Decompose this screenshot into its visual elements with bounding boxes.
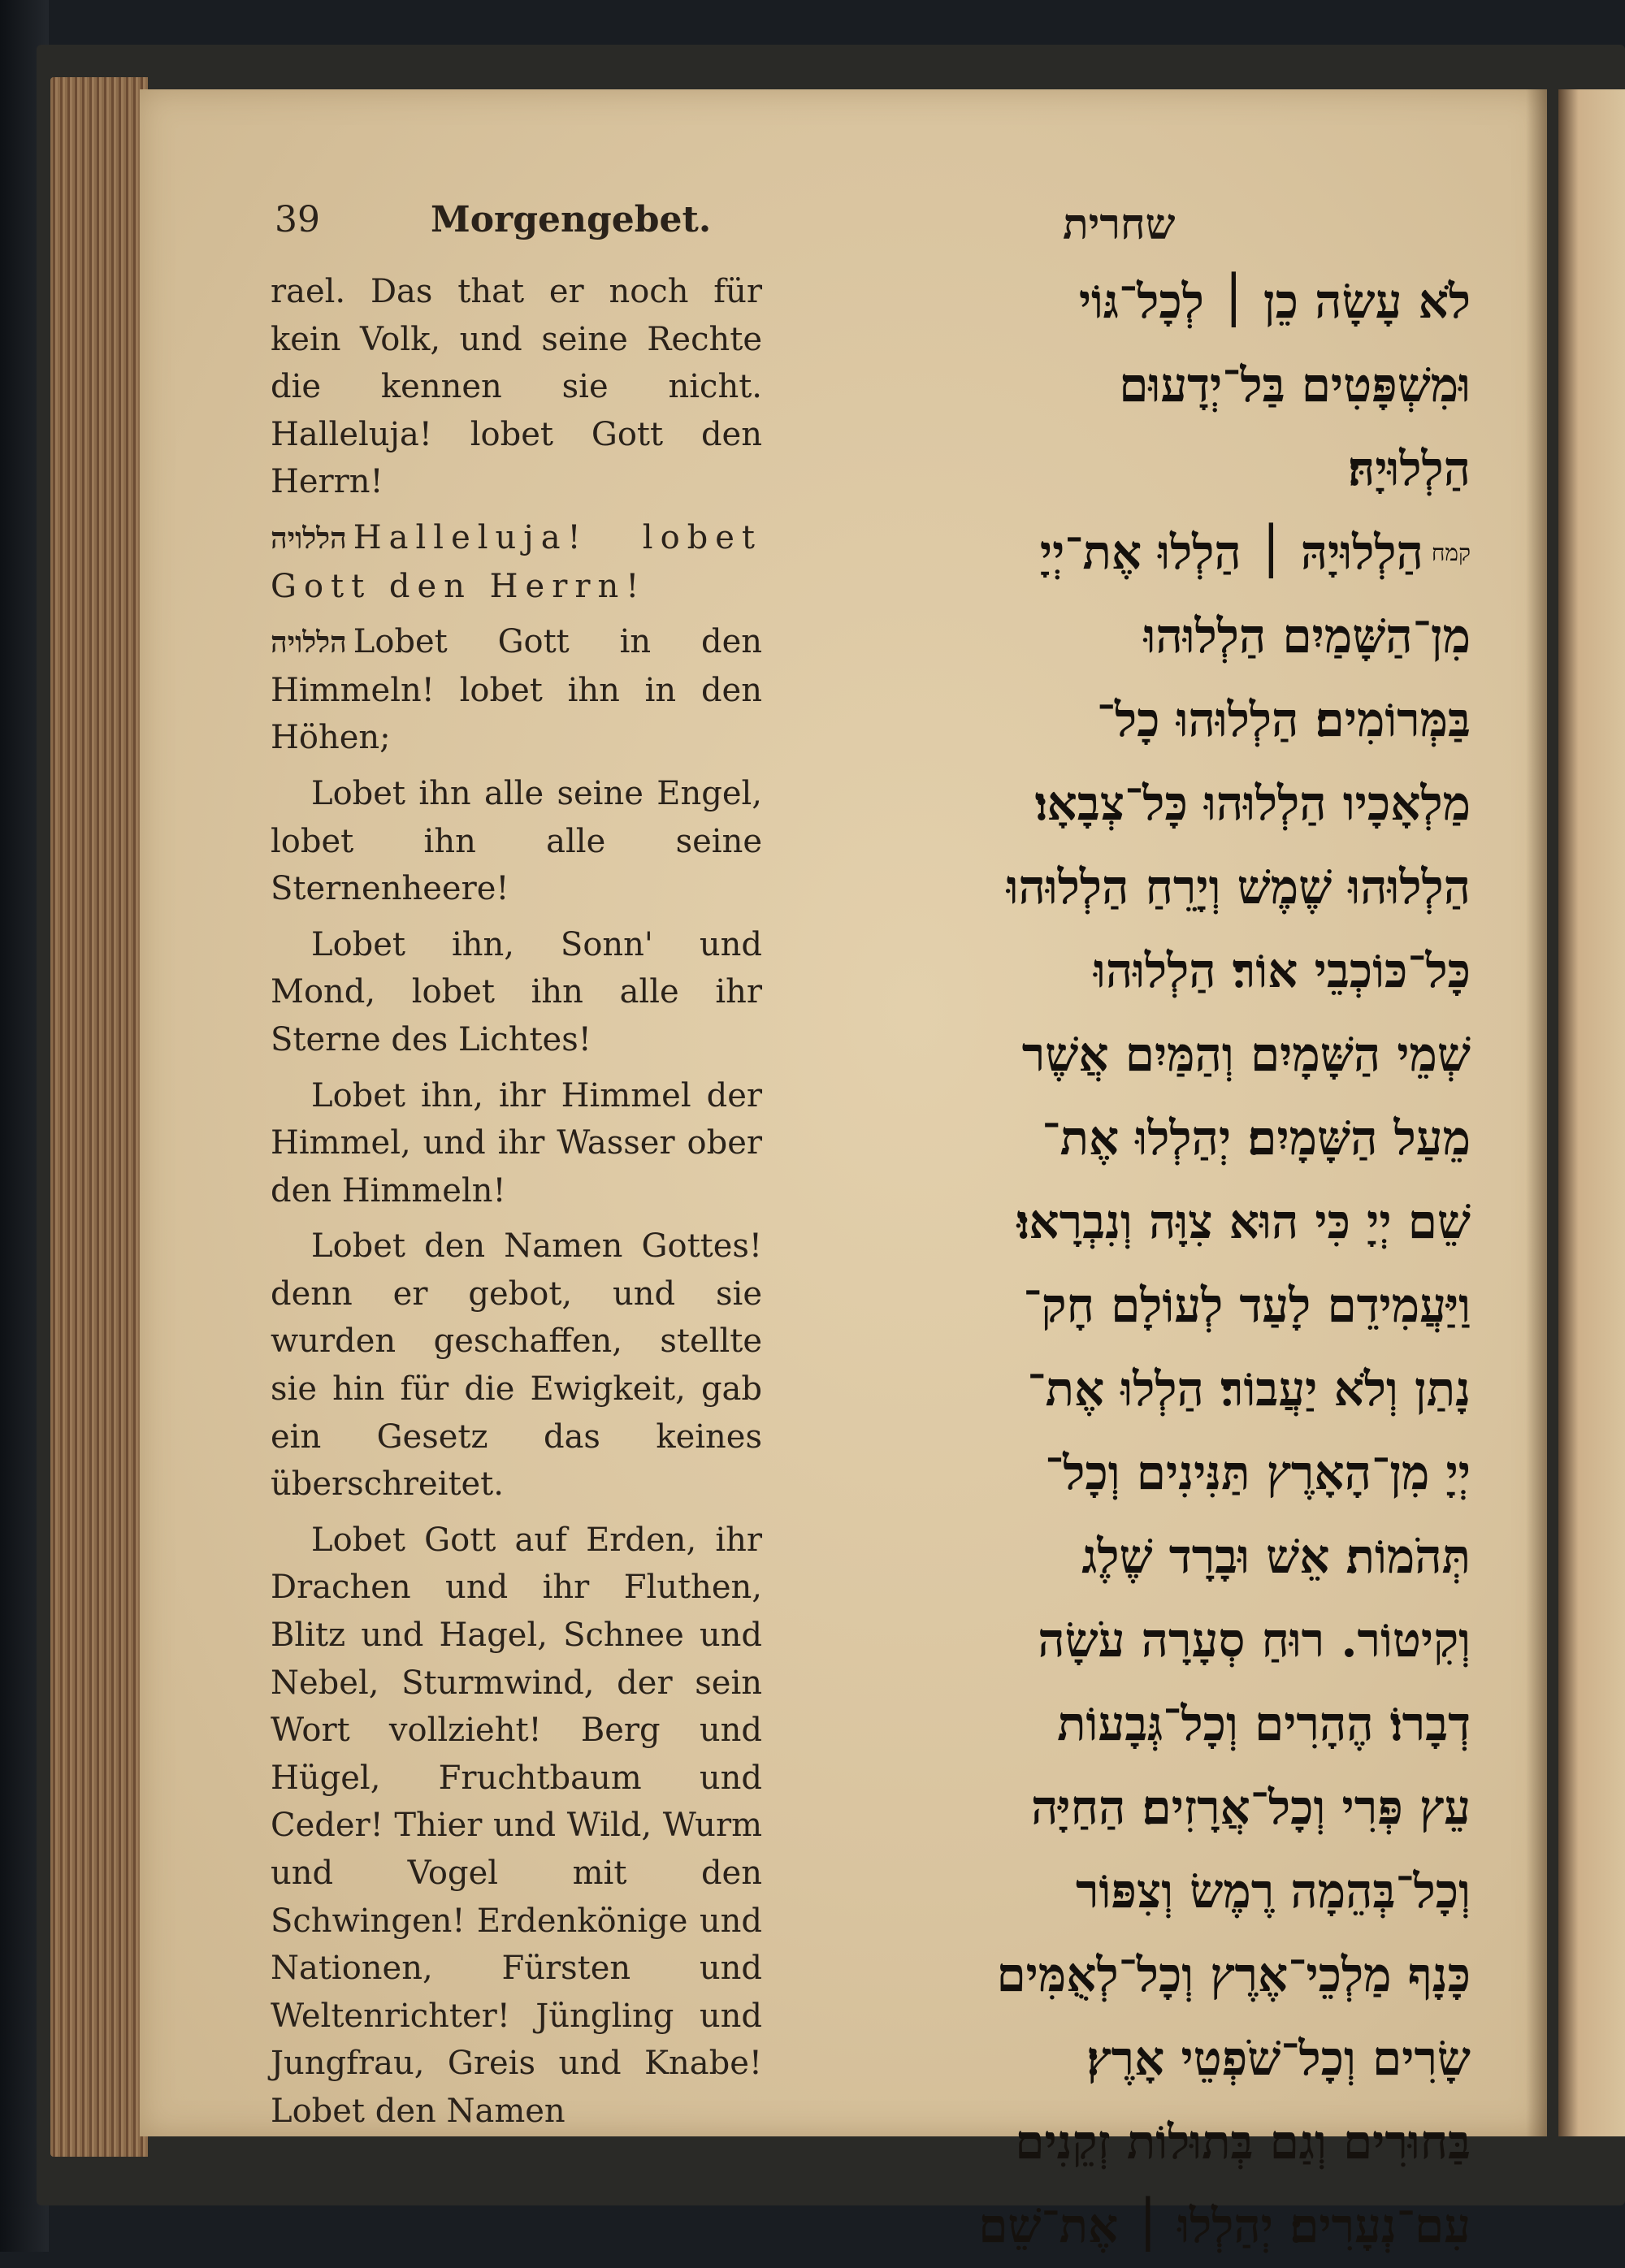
german-paragraph-halleluja <box>271 514 762 610</box>
facing-page-edge <box>1558 89 1625 2136</box>
hebrew-line: דְבָרוֹ׃ הֶהָרִים וְכָל־גְּבָעוֹת <box>1057 1696 1471 1751</box>
hebrew-line: שְׁמֵי הַשָּׁמָיִם וְהַמַּיִם אֲשֶׁר <box>1021 1027 1471 1082</box>
hebrew-line-text: הַלְלוּיָהּ ׀ הַלְלוּ אֶת־יְיָ <box>1039 525 1424 580</box>
german-paragraph: Lobet den Namen Gottes! denn er gebot, und sie wurden geschaffen, stellte sie hin für die Ewigkeit, gab ein Gesetz das keines überschreitet. <box>271 1227 762 1504</box>
hebrew-line: יְיָ מִן־הָאָרֶץ תַּנִּינִים וְכָל־ <box>1045 1445 1471 1500</box>
hebrew-line: שֵׁם יְיָ כִּי הוּא צִוָּה וְנִבְרָאוּ׃ <box>1016 1194 1471 1249</box>
hebrew-text-column <box>804 260 1471 2268</box>
page-number: 39 <box>275 199 320 240</box>
german-translation-column <box>271 268 762 2144</box>
page-edges <box>50 77 148 2157</box>
german-paragraph: rael. Das that er noch für kein Volk, und seine Rechte die kennen sie nicht. Halleluja! lobet Gott den Herrn! <box>271 273 762 501</box>
hebrew-line: שָׂרִים וְכָל־שֹׁפְטֵי אָרֶץ׃ <box>1086 2031 1471 2086</box>
hebrew-line: בַּמְּרוֹמִים׃ הַלְלוּהוּ כָל־ <box>1096 692 1471 747</box>
hebrew-line: בַּחוּרִים וְגַם בְּתוּלוֹת זְקֵנִים <box>1015 2114 1471 2170</box>
hebrew-line: עִם־נְעָרִים׃ יְהַלְלוּ ׀ אֶת־שֵׁם <box>978 2198 1471 2253</box>
hebrew-line: לֹא עָשָׂה כֵן ׀ לְכָל־גּוֹי <box>1078 274 1471 329</box>
inline-hebrew-label: הללויה <box>271 521 347 556</box>
german-paragraph: Lobet ihn, ihr Himmel der Himmel, und ihr Wasser ober den Himmeln! <box>271 1076 762 1210</box>
running-head-german: Morgengebet. <box>431 199 712 240</box>
running-head-hebrew: שחרית <box>1063 200 1176 249</box>
german-paragraph: Lobet ihn, Sonn' und Mond, lobet ihn alle ihr Sterne des Lichtes! <box>271 925 762 1058</box>
hebrew-line-psalm-start <box>804 511 1471 595</box>
hebrew-line: כָּל־כּוֹכְבֵי אוֹר׃ הַלְלוּהוּ <box>1094 943 1471 998</box>
hebrew-line: הַלְלוּהוּ שֶׁמֶשׁ וְיָרֵחַ הַלְלוּהוּ <box>1006 859 1471 915</box>
psalm-number-marker: קמח <box>1431 539 1471 566</box>
hebrew-line: מֵעַל הַשָּׁמָיִם׃ יְהַלְלוּ אֶת־ <box>1042 1110 1471 1166</box>
page-gutter-shadow <box>1526 89 1547 2136</box>
hebrew-line: מַלְאָכָיו הַלְלוּהוּ כָּל־צְבָאָו׃ <box>1034 776 1471 831</box>
inline-hebrew-label: הללויה <box>271 625 347 660</box>
hebrew-line: וְקִיטוֹר. רוּחַ סְעָרָה עֹשָׂה <box>1038 1612 1471 1668</box>
hebrew-line: וַיַּעֲמִידֵם לָעַד לְעוֹלָם חָק־ <box>1023 1278 1471 1333</box>
hebrew-line: וּמִשְׁפָּטִים בַּל־יְדָעוּם <box>1119 357 1471 413</box>
hebrew-line: כָּנָף מַלְכֵי־אֶרֶץ וְכָל־לְאֻמִּים <box>996 1947 1471 2002</box>
hebrew-line: מִן־הַשָּׁמַיִם הַלְלוּהוּ <box>1143 608 1471 664</box>
german-paragraph-himmeln <box>271 618 762 762</box>
german-paragraph-text: Lobet Gott in den Himmeln! lobet ihn in den Höhen; <box>271 623 762 757</box>
hebrew-line: וְכָל־בְּהֵמָה רֶמֶשׂ וְצִפּוֹר <box>1075 1863 1471 1919</box>
hebrew-line: הַלְלוּיָהּ׃ <box>1347 441 1471 496</box>
hebrew-line: תְּהֹמוֹת׃ אֵשׁ וּבָרָד שֶׁלֶג <box>1081 1529 1471 1584</box>
german-paragraph: Lobet ihn alle seine Engel, lobet ihn alle seine Sternenheere! <box>271 774 762 908</box>
hebrew-line: עֵץ פְּרִי וְכָל־אֲרָזִים׃ הַחַיָּה <box>1031 1780 1471 1835</box>
german-paragraph: Lobet Gott auf Erden, ihr Drachen und ihr Fluthen, Blitz und Hagel, Schnee und Nebel, Sturmwind, der sein Wort vollzieht! Berg und Hügel, Fruchtbaum und Ceder! Thier und Wild, Wurm und Vogel mit den Schwingen! Erdenkönige und Nationen, Fürsten und Weltenrichter! Jüngling und Jungfrau, Greis und Knabe! Lobet den Namen <box>271 1521 762 2130</box>
hebrew-line: נָתַן וְלֹא יַעֲבוֹר׃ הַלְלוּ אֶת־ <box>1027 1361 1471 1417</box>
german-paragraph-text: Halleluja! lobet Gott den Herrn! <box>271 518 762 605</box>
